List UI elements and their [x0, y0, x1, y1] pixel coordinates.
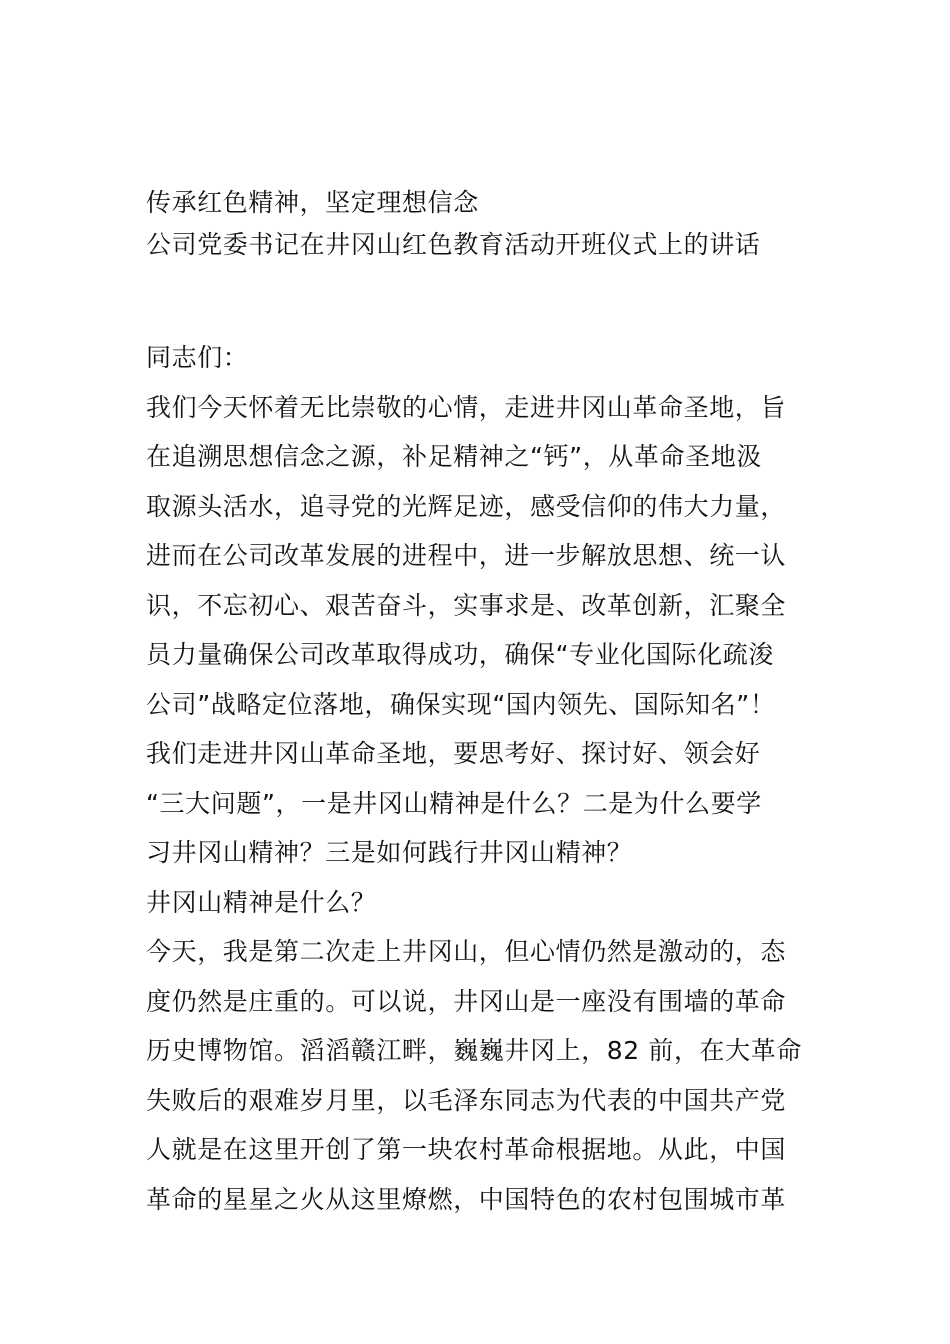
body-line: 进而在公司改革发展的进程中，进一步解放思想、统一认 — [146, 541, 787, 570]
salutation: 同志们： — [146, 343, 249, 372]
body-line: 习井冈山精神？三是如何践行井冈山精神？ — [146, 838, 633, 867]
body-line: 历史博物馆。滔滔赣江畔，巍巍井冈上，82 前，在大革命 — [146, 1036, 802, 1065]
body-line: 我们今天怀着无比崇敬的心情，走进井冈山革命圣地，旨 — [146, 392, 787, 422]
body-line: 识，不忘初心、艰苦奋斗，实事求是、改革创新，汇聚全 — [146, 590, 787, 620]
body-line: 今天，我是第二次走上井冈山，但心情仍然是激动的，态 — [146, 937, 787, 966]
body-line: 公司”战略定位落地，确保实现“国内领先、国际知名”！ — [146, 689, 776, 719]
title-block — [146, 182, 816, 266]
document-title: 传承红色精神，坚定理想信念 — [146, 188, 479, 217]
body-line: 革命的星星之火从这里燎燃，中国特色的农村包围城市革 — [146, 1184, 787, 1214]
document-subtitle: 公司党委书记在井冈山红色教育活动开班仪式上的讲话 — [146, 230, 761, 259]
document-body — [146, 333, 816, 1224]
body-line: 取源头活水，追寻党的光辉足迹，感受信仰的伟大力量， — [146, 491, 787, 521]
body-line: 人就是在这里开创了第一块农村革命根据地。从此，中国 — [146, 1135, 787, 1164]
body-line: 失败后的艰难岁月里，以毛泽东同志为代表的中国共产党 — [146, 1085, 787, 1115]
section-heading: 井冈山精神是什么？ — [146, 887, 377, 917]
body-line: “三大问题”，一是井冈山精神是什么？二是为什么要学 — [146, 788, 762, 818]
body-line: 我们走进井冈山革命圣地，要思考好、探讨好、领会好 — [146, 739, 761, 768]
body-line: 员力量确保公司改革取得成功，确保“专业化国际化疏浚 — [146, 640, 774, 669]
body-line: 在追溯思想信念之源，补足精神之“钙”，从革命圣地汲 — [146, 442, 762, 471]
body-line: 度仍然是庄重的。可以说，井冈山是一座没有围墙的革命 — [146, 986, 787, 1016]
